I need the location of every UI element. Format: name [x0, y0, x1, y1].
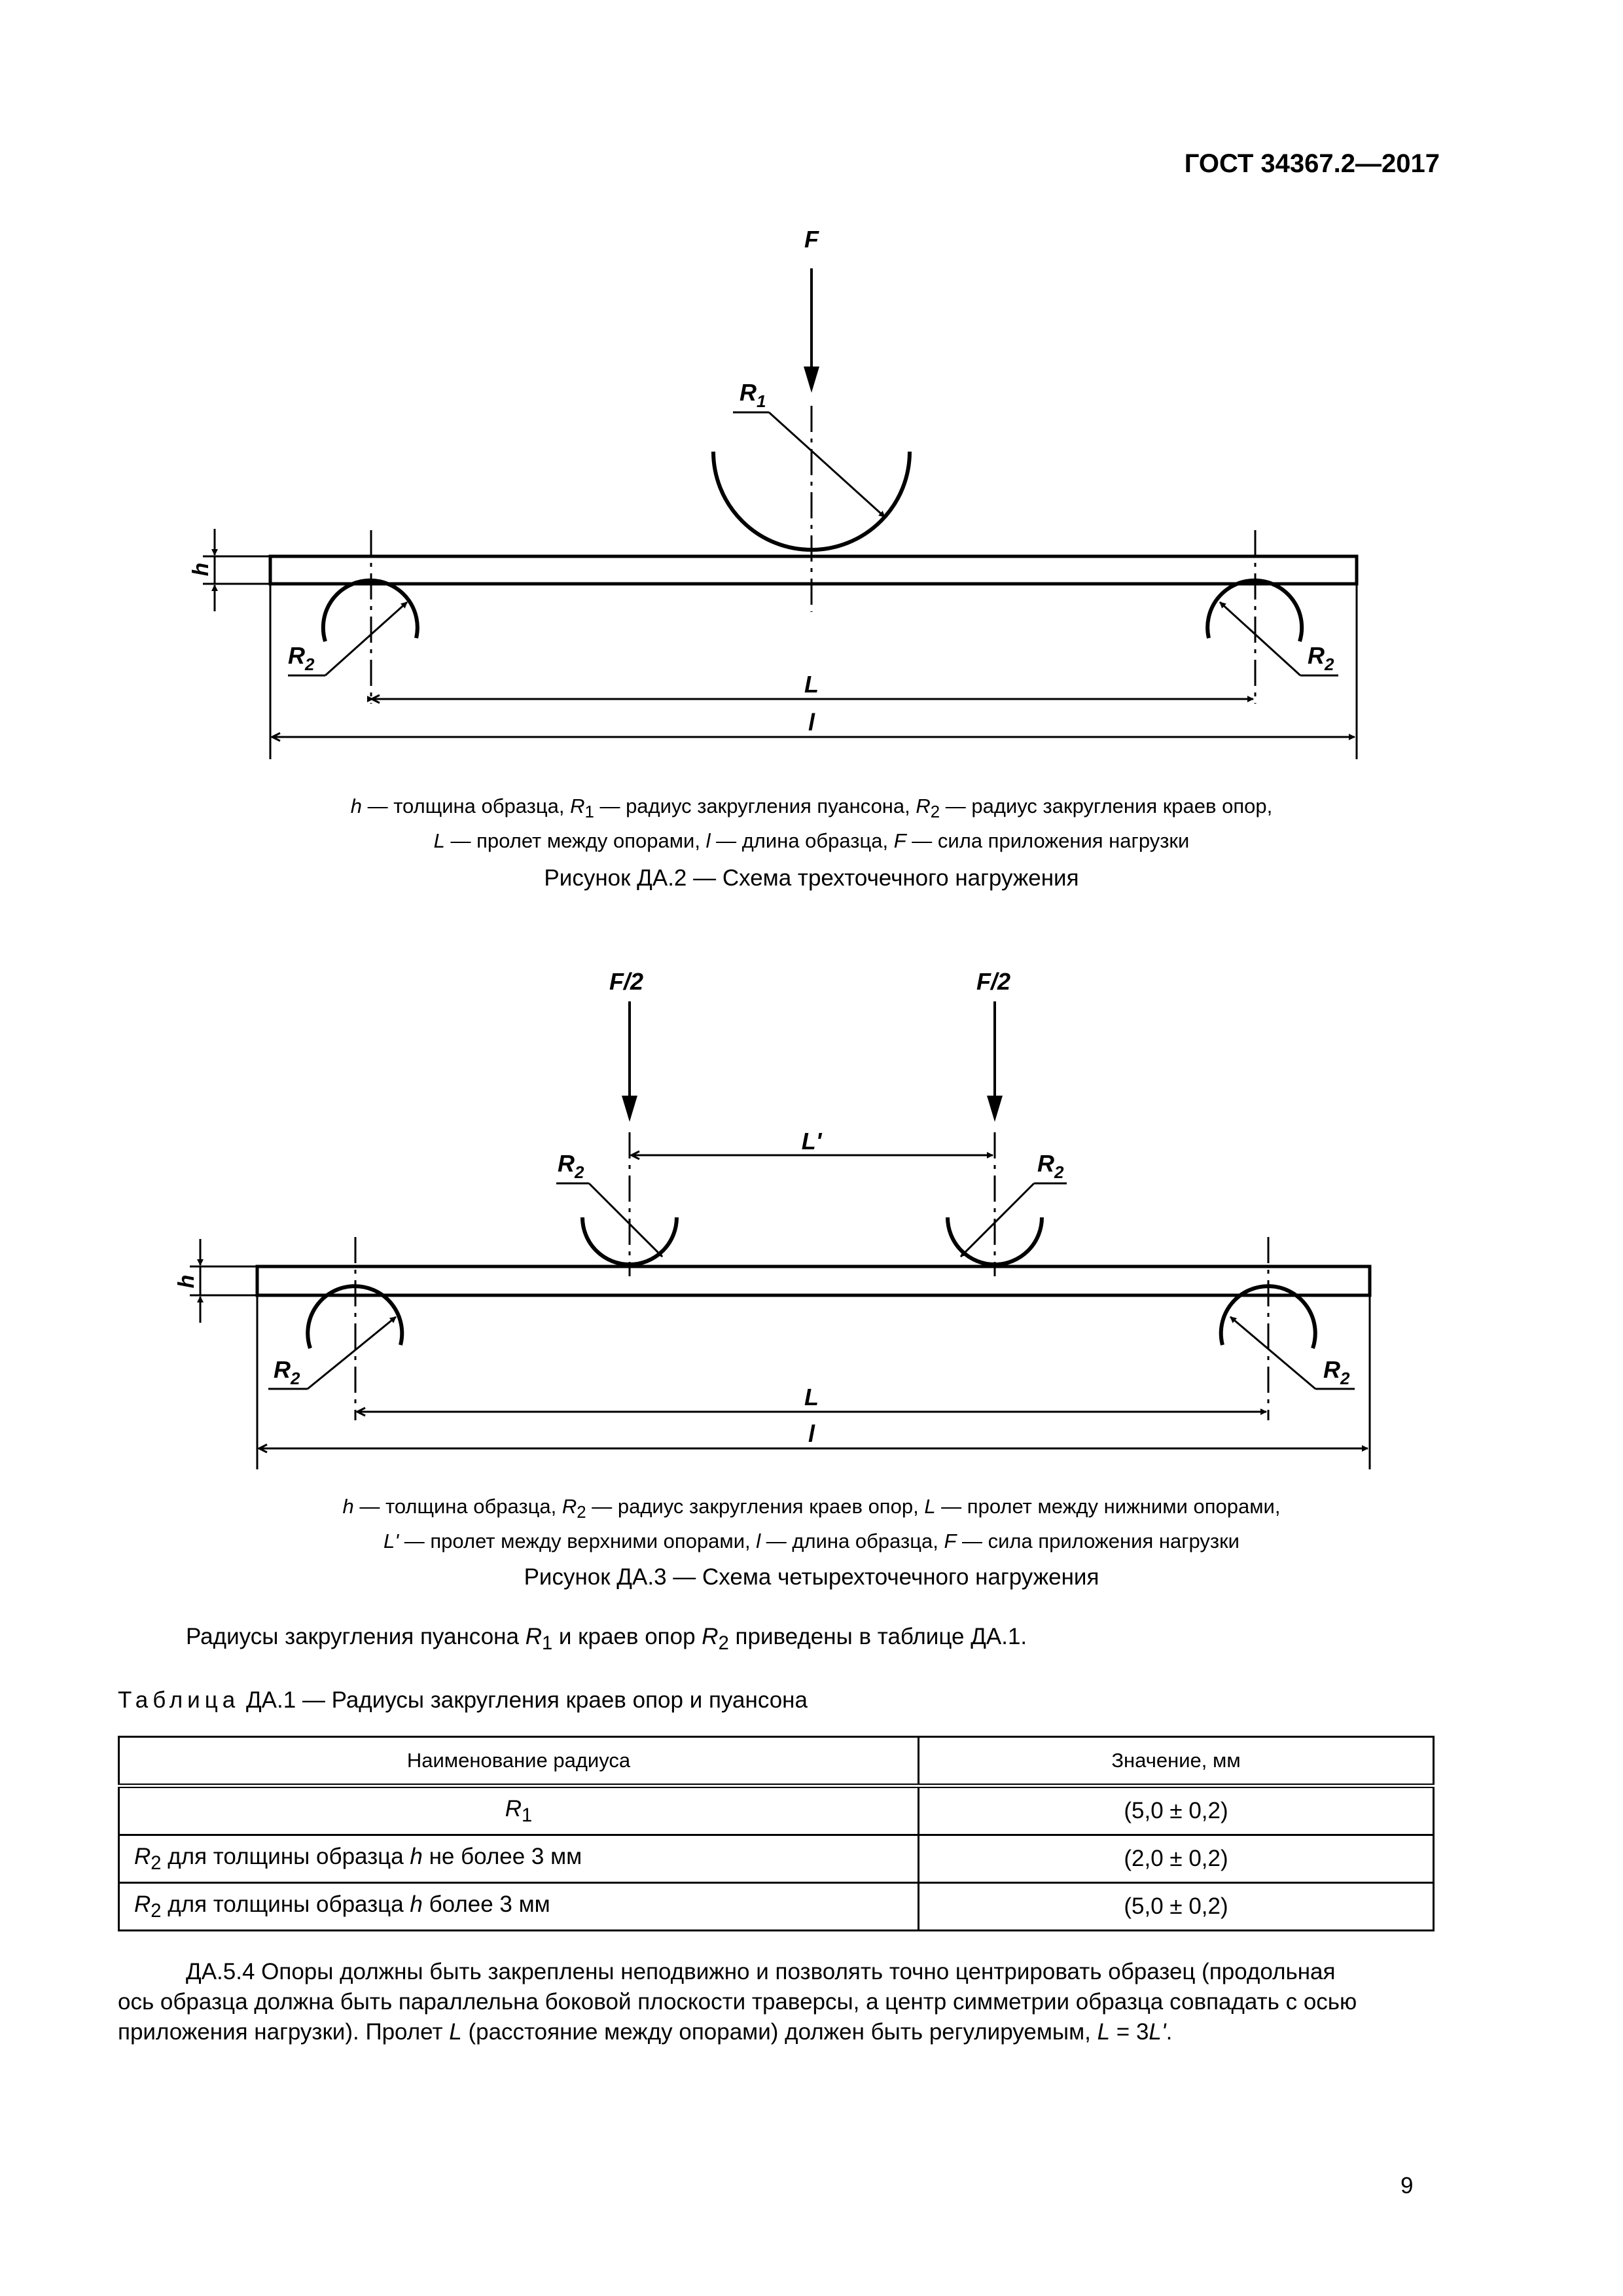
specimen-bar [270, 556, 1357, 584]
figure2-caption: h — толщина образца, $R_1$ — радиус закругления пуансона, $R_2$ — радиус закругления краев опор, L — пролет между опорами, l — длина образца, F — сила приложения нагрузки [350, 795, 1273, 853]
Lprime-label: L' [801, 1128, 822, 1155]
right-r2-label: $R_2$ [1308, 642, 1334, 674]
figure3-caption: h — толщина образца, $R_2$ — радиус закругления краев опор, L — пролет между нижними опорами, L' — пролет между верхними опорами, l — длина образца, F — сила приложения нагрузки [342, 1495, 1281, 1553]
table-row [119, 1786, 1434, 1835]
force-label-left: F/2 [609, 968, 644, 995]
row-value: (5,0 ± 0,2) [919, 1786, 1434, 1835]
table-row [119, 1835, 1434, 1883]
figure3-title: Рисунок ДА.3 — Схема четырехточечного нагружения [524, 1564, 1099, 1590]
h-label: h [174, 1274, 199, 1289]
figure-four-point-diagram [0, 942, 1623, 1479]
header-name: Наименование радиуса [119, 1737, 919, 1786]
intro-sentence: Радиусы закругления пуансона $R_1$ и краев опор $R_2$ приведены в таблице ДА.1. [186, 1624, 1027, 1654]
row-value: (5,0 ± 0,2) [919, 1883, 1434, 1931]
header-value: Значение, мм [919, 1737, 1434, 1786]
row-value: (2,0 ± 0,2) [919, 1835, 1434, 1883]
page-number: 9 [1400, 2173, 1414, 2198]
right-upper-r2-label: $R_2$ [1037, 1150, 1064, 1182]
right-lower-r2-label: $R_2$ [1323, 1356, 1350, 1388]
row-name: $R_2$ для толщины образца h не более 3 мм [119, 1835, 919, 1883]
r1-label: $R_1$ [740, 379, 766, 411]
standard-number: ГОСТ 34367.2—2017 [1184, 149, 1440, 178]
table-title: Таблица ДА.1 — Радиусы закругления краев опор и пуансона [118, 1687, 808, 1713]
L-label: L [804, 1384, 819, 1410]
table-row [119, 1883, 1434, 1931]
row-name: $R_1$ [119, 1786, 919, 1835]
l-label: l [808, 709, 815, 736]
row-name: $R_2$ для толщины образца h более 3 мм [119, 1883, 919, 1931]
radius-table [118, 1736, 1435, 1931]
left-r2-label: $R_2$ [288, 642, 315, 674]
force-label-right: F/2 [976, 968, 1011, 995]
figure-three-point-diagram [0, 0, 1623, 805]
force-label: F [804, 226, 819, 253]
specimen-bar [257, 1266, 1370, 1295]
paragraph-da-5-4: ДА.5.4 Опоры должны быть закреплены неподвижно и позволять точно центрировать образец (продольная ось образца должна быть параллельна боковой плоскости траверсы, а центр симметрии образца совпадать с осью приложения нагрузки). Пролет L (расстояние между опорами) должен быть регулируемым, L = 3L'. [118, 1959, 1357, 2045]
left-upper-r2-label: $R_2$ [558, 1150, 584, 1182]
figure2-title: Рисунок ДА.2 — Схема трехточечного нагружения [544, 865, 1079, 891]
h-label: h [188, 562, 213, 577]
L-label: L [804, 671, 819, 698]
left-lower-r2-label: $R_2$ [274, 1356, 300, 1388]
table-header-row [119, 1737, 1434, 1786]
l-label: l [808, 1420, 815, 1447]
